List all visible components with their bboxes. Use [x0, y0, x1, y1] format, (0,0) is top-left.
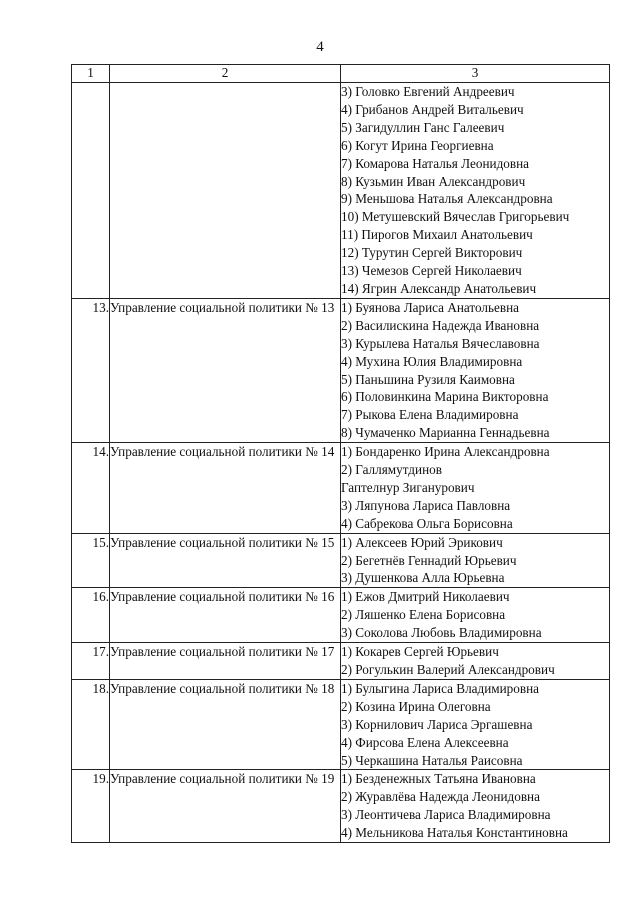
header-col-3: 3	[341, 65, 610, 83]
row-number: 13.	[72, 298, 110, 442]
department-name: Управление социальной политики № 19	[110, 770, 341, 843]
department-name: Управление социальной политики № 13	[110, 298, 341, 442]
member-entry: 4) Мельникова Наталья Константиновна	[341, 825, 568, 841]
department-name: Управление социальной политики № 16	[110, 588, 341, 643]
member-entry: 13) Чемезов Сергей Николаевич	[341, 263, 522, 279]
table-row	[72, 643, 610, 680]
member-entry: 2) Бегетнёв Геннадий Юрьевич	[341, 552, 517, 568]
member-entry: 2) Галлямутдинов	[341, 462, 442, 478]
row-number	[72, 83, 110, 299]
table-body	[72, 83, 610, 843]
member-entry: 9) Меньшова Наталья Александровна	[341, 191, 553, 207]
member-entry: 2) Козина Ирина Олеговна	[341, 698, 491, 714]
members-list	[341, 533, 610, 588]
member-entry: 5) Паньшина Рузиля Каимовна	[341, 371, 515, 387]
department-name	[110, 83, 341, 299]
members-list	[341, 770, 610, 843]
member-entry: 5) Загидуллин Ганс Галеевич	[341, 119, 505, 135]
table-row	[72, 533, 610, 588]
member-entry: 3) Соколова Любовь Владимировна	[341, 625, 542, 641]
members-list	[341, 443, 610, 534]
member-entry: 8) Кузьмин Иван Александрович	[341, 173, 526, 189]
member-entry: 4) Мухина Юлия Владимировна	[341, 353, 523, 369]
row-number: 14.	[72, 443, 110, 534]
member-entry: 1) Бондаренко Ирина Александровна	[341, 444, 550, 460]
member-entry: 14) Ягрин Александр Анатольевич	[341, 280, 537, 296]
department-name: Управление социальной политики № 18	[110, 679, 341, 770]
member-entry: 6) Половинкина Марина Викторовна	[341, 389, 549, 405]
department-name: Управление социальной политики № 15	[110, 533, 341, 588]
member-entry: 11) Пирогов Михаил Анатольевич	[341, 227, 533, 243]
member-entry: 1) Булыгина Лариса Владимировна	[341, 680, 539, 696]
members-list	[341, 643, 610, 680]
row-number: 19.	[72, 770, 110, 843]
table-row	[72, 588, 610, 643]
member-entry: 7) Комарова Наталья Леонидовна	[341, 155, 530, 171]
members-list	[341, 298, 610, 442]
member-entry: 3) Леонтичева Лариса Владимировна	[341, 807, 551, 823]
row-number: 16.	[72, 588, 110, 643]
department-name: Управление социальной политики № 17	[110, 643, 341, 680]
members-list	[341, 588, 610, 643]
table-header-row	[72, 65, 610, 83]
member-entry: 1) Алексеев Юрий Эрикович	[341, 534, 503, 550]
member-entry: 1) Ежов Дмитрий Николаевич	[341, 589, 510, 605]
member-entry: 4) Грибанов Андрей Витальевич	[341, 101, 524, 117]
members-list	[341, 679, 610, 770]
member-entry: 2) Рогулькин Валерий Александрович	[341, 662, 555, 677]
member-entry: 7) Рыкова Елена Владимировна	[341, 407, 519, 423]
member-entry: 2) Ляшенко Елена Борисовна	[341, 607, 506, 623]
member-entry: 3) Курылева Наталья Вячеславовна	[341, 335, 540, 351]
member-entry: 3) Душенкова Алла Юрьевна	[341, 570, 505, 586]
row-number: 17.	[72, 643, 110, 680]
table-row	[72, 298, 610, 442]
table-row	[72, 679, 610, 770]
member-entry: 4) Сабрекова Ольга Борисовна	[341, 515, 513, 531]
member-entry: 1) Кокарев Сергей Юрьевич	[341, 644, 499, 660]
table-row	[72, 83, 610, 299]
member-entry: 5) Черкашина Наталья Раисовна	[341, 752, 523, 768]
member-entry: 2) Журавлёва Надежда Леонидовна	[341, 789, 540, 805]
page-number: 4	[316, 39, 324, 55]
row-number: 18.	[72, 679, 110, 770]
member-entry: 8) Чумаченко Марианна Геннадьевна	[341, 425, 550, 441]
member-entry: 10) Метушевский Вячеслав Григорьевич	[341, 209, 570, 225]
member-entry: 12) Турутин Сергей Викторович	[341, 245, 523, 261]
member-entry: 1) Безденежных Татьяна Ивановна	[341, 771, 536, 787]
row-number: 15.	[72, 533, 110, 588]
members-list	[341, 83, 610, 299]
member-entry: 1) Буянова Лариса Анатольевна	[341, 299, 520, 315]
member-entry: 3) Корнилович Лариса Эргашевна	[341, 716, 533, 732]
member-entry: 6) Когут Ирина Георгиевна	[341, 137, 494, 153]
table-row	[72, 443, 610, 534]
commission-table	[71, 64, 610, 843]
member-entry: 4) Фирсова Елена Алексеевна	[341, 734, 509, 750]
member-entry: 3) Головко Евгений Андреевич	[341, 84, 515, 99]
header-col-2: 2	[110, 65, 341, 83]
member-entry: Гаптелнур Зиганурович	[341, 479, 475, 495]
department-name: Управление социальной политики № 14	[110, 443, 341, 534]
table-row	[72, 770, 610, 843]
header-col-1: 1	[72, 65, 110, 83]
member-entry: 2) Василискина Надежда Ивановна	[341, 317, 540, 333]
member-entry: 3) Ляпунова Лариса Павловна	[341, 497, 511, 513]
